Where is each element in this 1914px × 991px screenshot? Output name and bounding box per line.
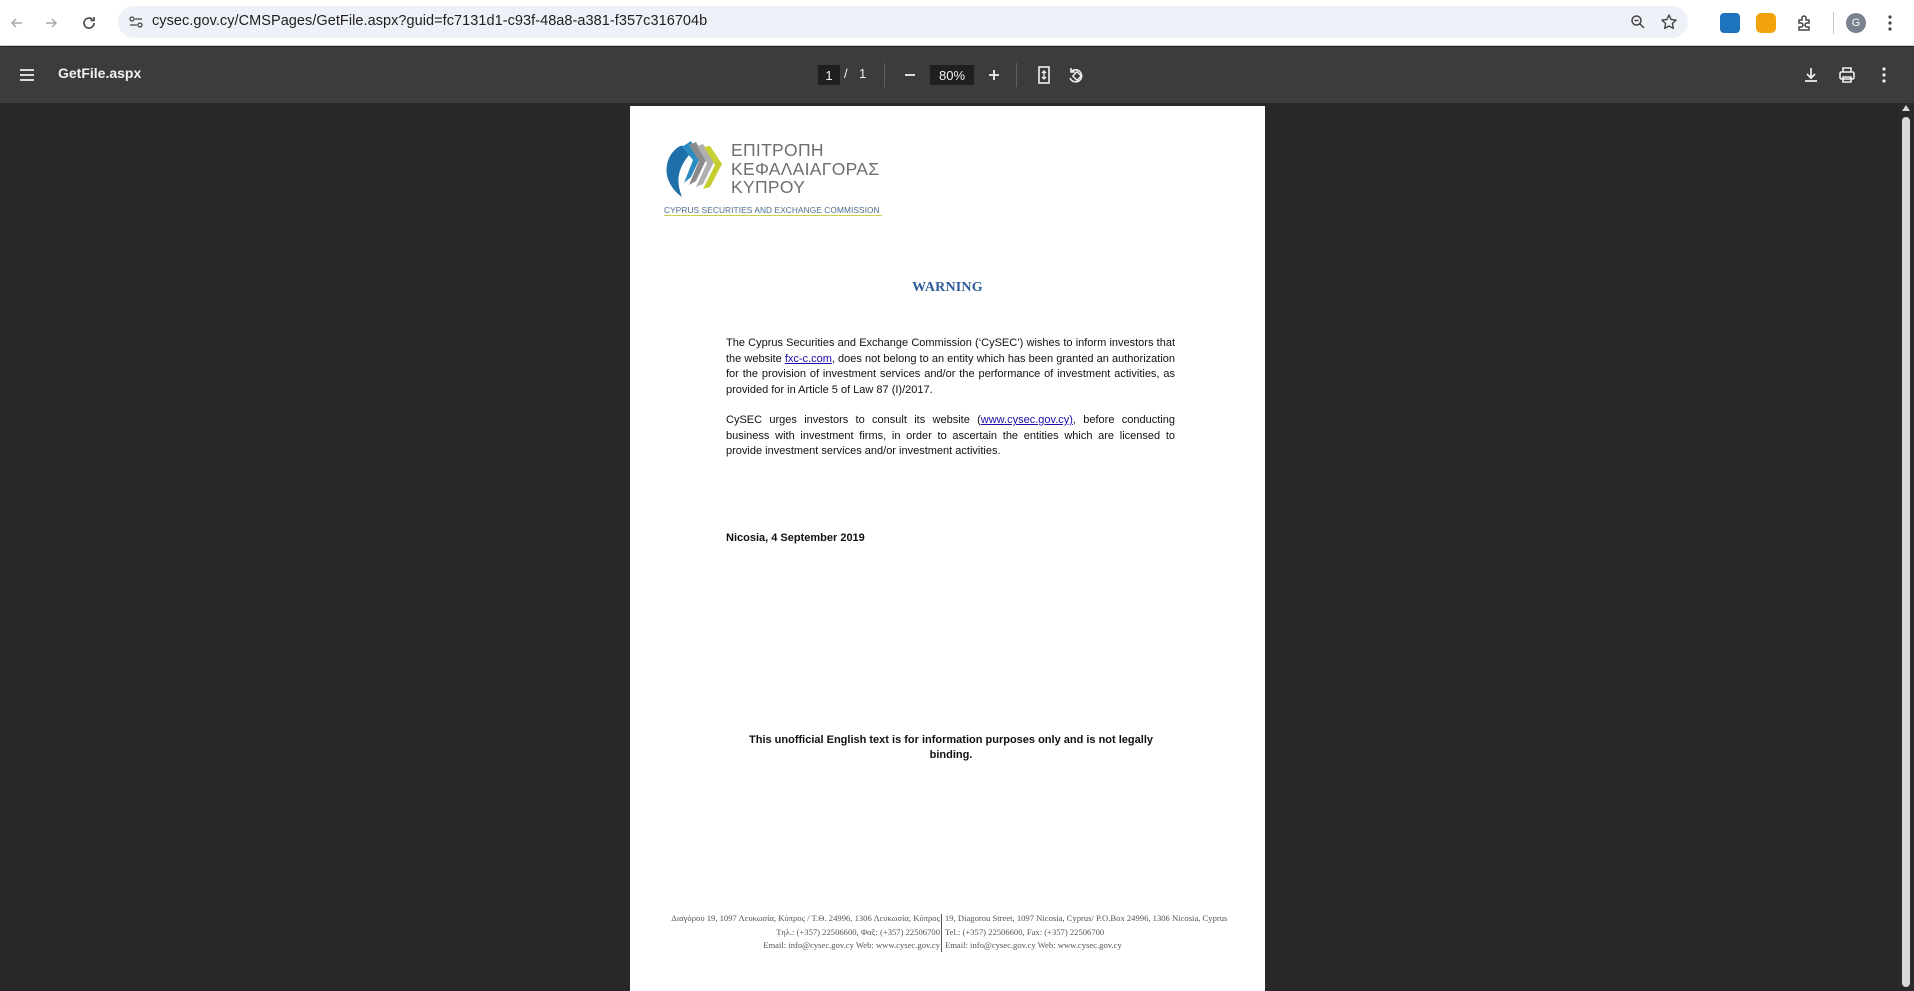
logo-english-text: CYPRUS SECURITIES AND EXCHANGE COMMISSION [664,205,880,215]
logo-greek-line-3: ΚΥΠΡΟΥ [731,177,806,197]
extension-icon-1[interactable] [1720,13,1740,33]
scroll-up-arrow-icon[interactable] [1902,105,1910,111]
zoom-out-icon[interactable] [899,64,921,86]
reload-button[interactable] [72,6,106,40]
cysec-website-link[interactable]: www.cysec.gov.cy) [980,414,1073,426]
address-bar[interactable] [118,6,1688,38]
footer-left-line-2: Τηλ.: (+357) 22506600, Φαξ: (+357) 22506700 [776,926,940,937]
paragraph-1-text-a: The Cyprus Securities and Exchange Commission (‘CySEC’) wishes to inform investors that the website [726,337,1175,365]
profile-avatar[interactable]: G [1846,13,1866,33]
footer-left-line-1: Διαγόρου 19, 1097 Λευκωσία, Κύπρος / Τ.Θ. 24996, 1306 Λευκωσία, Κύπρος [671,913,940,923]
scrollbar-thumb[interactable] [1902,117,1910,987]
zoom-in-icon[interactable] [983,64,1005,86]
extension-icon-2[interactable] [1756,13,1776,33]
paragraph-2 [726,413,1175,460]
reload-icon [81,15,97,31]
bookmark-star-icon[interactable] [1660,13,1678,31]
pdf-toolbar [0,47,1914,103]
page-number-input[interactable]: 1 [818,65,840,85]
site-settings-icon[interactable] [128,14,144,30]
more-options-icon[interactable] [1873,64,1895,86]
forward-button[interactable] [34,6,68,40]
footer-greek-address [671,912,940,953]
dateline: Nicosia, 4 September 2019 [726,532,865,544]
logo-greek-text [731,141,879,197]
disclaimer: This unofficial English text is for information purposes only and is not legally binding. [749,734,1153,761]
fit-page-icon[interactable] [1033,64,1055,86]
page-footer [630,912,1265,956]
rotate-icon[interactable] [1065,64,1087,86]
toolbar-divider [1833,12,1834,34]
logo-greek-line-2: ΚΕΦΑΛΑΙΑΓΟΡΑΣ [731,158,880,179]
footer-left-line-3: Email: info@cysec.gov.cy Web: www.cysec.gov.cy [763,940,940,950]
arrow-left-icon [9,15,25,31]
footer-right-line-1: 19, Diagorou Street, 1097 Nicosia, Cyprus/ P.O.Box 24996, 1306 Nicosia, Cyprus [945,913,1228,923]
scrollbar[interactable] [1898,103,1914,991]
paragraph-2-text-a: CySEC urges investors to consult its website ( [726,414,981,426]
toolbar-divider [1016,63,1017,87]
logo-underline [664,215,882,216]
url-text[interactable]: cysec.gov.cy/CMSPages/GetFile.aspx?guid=fc7131d1-c93f-48a8-a381-f357c316704b [152,13,708,29]
cysec-logo-mark-icon [664,141,728,203]
footer-divider [941,914,942,952]
download-icon[interactable] [1800,64,1822,86]
pdf-page [630,106,1265,991]
zoom-level-input[interactable]: 80% [930,65,974,85]
fxc-c-link[interactable]: fxc-c.com [784,352,832,365]
browser-menu-icon[interactable] [1880,13,1900,33]
sidebar-menu-icon[interactable] [16,64,38,86]
document-title: GetFile.aspx [58,65,142,81]
cysec-logo [664,141,894,221]
zoom-icon[interactable] [1630,14,1646,30]
paragraph-1-text-b: , does not belong to an entity which has been granted an authorization for the provision of investment services and/or the performance of investment activities, as provided for in Article 5 of Law 87 (I)/2017. [726,352,1175,396]
footer-right-line-2: Tel.: (+357) 22506600, Fax: (+357) 22506700 [945,926,1105,937]
paragraph-1 [726,336,1175,398]
warning-heading: WARNING [912,280,983,295]
logo-greek-line-1: ΕΠΙΤΡΟΠΗ [731,140,824,160]
toolbar-divider [884,63,885,87]
footer-english-address [945,912,1227,953]
back-button[interactable] [0,6,34,40]
puzzle-extensions-icon[interactable] [1795,13,1815,33]
print-icon[interactable] [1836,64,1858,86]
footer-right-line-3: Email: info@cysec.gov.cy Web: www.cysec.gov.cy [945,940,1122,950]
page-total: 1 [859,66,867,81]
arrow-right-icon [43,15,59,31]
browser-toolbar [0,0,1914,46]
paragraph-2-text-b: , before conducting business with investment firms, in order to ascertain the entities which are licensed to provide investment services and/or investment activities. [726,414,1175,457]
page-separator: / [844,66,848,81]
